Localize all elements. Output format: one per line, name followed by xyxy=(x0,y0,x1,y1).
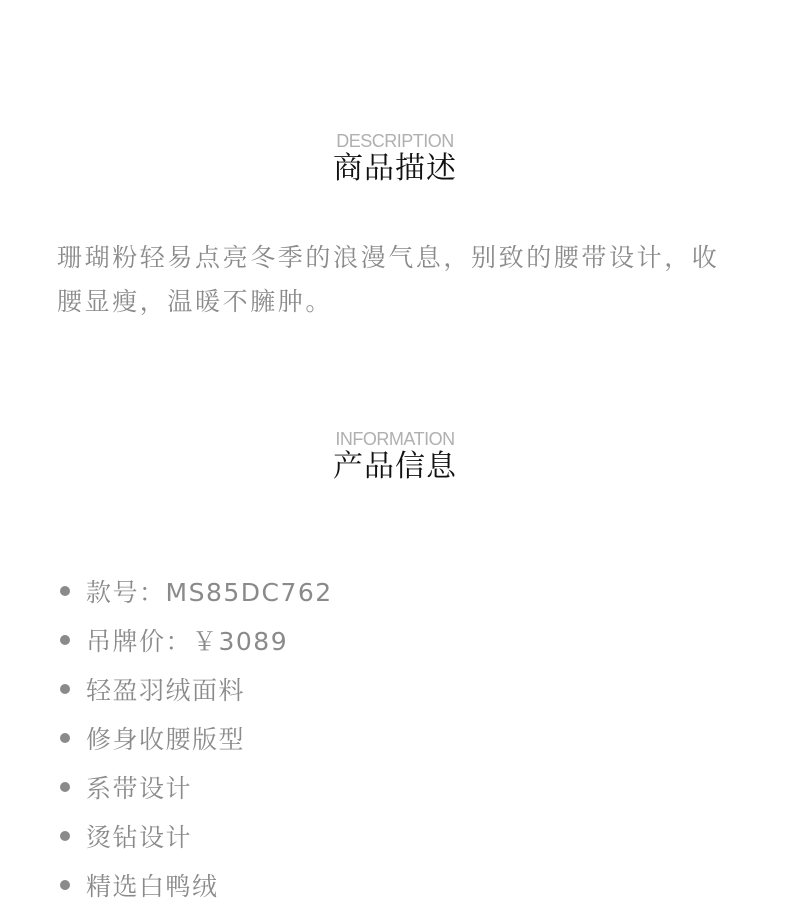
bullet-dot-icon xyxy=(60,586,70,596)
list-item-text: 吊牌价：￥3089 xyxy=(86,626,289,656)
bullet-dot-icon xyxy=(60,880,70,890)
description-title: 商品描述 xyxy=(333,151,457,186)
list-item xyxy=(60,860,333,909)
list-item xyxy=(60,811,333,860)
information-title: 产品信息 xyxy=(333,449,457,484)
list-item xyxy=(60,566,333,615)
bullet-dot-icon xyxy=(60,733,70,743)
list-item xyxy=(60,762,333,811)
list-item xyxy=(60,713,333,762)
bullet-dot-icon xyxy=(60,782,70,792)
list-item-text: 轻盈羽绒面料 xyxy=(86,675,246,705)
bullet-dot-icon xyxy=(60,635,70,645)
description-header xyxy=(0,131,790,187)
description-eyebrow: DESCRIPTION xyxy=(336,131,454,151)
list-item xyxy=(60,664,333,713)
list-item-text: 修身收腰版型 xyxy=(86,724,246,754)
list-item xyxy=(60,615,333,664)
list-item-text: 精选白鸭绒 xyxy=(86,871,219,901)
description-text: 珊瑚粉轻易点亮冬季的浪漫气息，别致的腰带设计，收腰显瘦，温暖不臃肿。 xyxy=(57,243,720,316)
list-item-text: 款号：MS85DC762 xyxy=(86,577,333,607)
bullet-dot-icon xyxy=(60,684,70,694)
list-item-text: 烫钻设计 xyxy=(86,822,193,852)
information-header xyxy=(0,429,790,485)
product-info-list xyxy=(60,566,333,909)
list-item-text: 系带设计 xyxy=(86,773,193,803)
bullet-dot-icon xyxy=(60,831,70,841)
information-eyebrow: INFORMATION xyxy=(335,429,455,449)
